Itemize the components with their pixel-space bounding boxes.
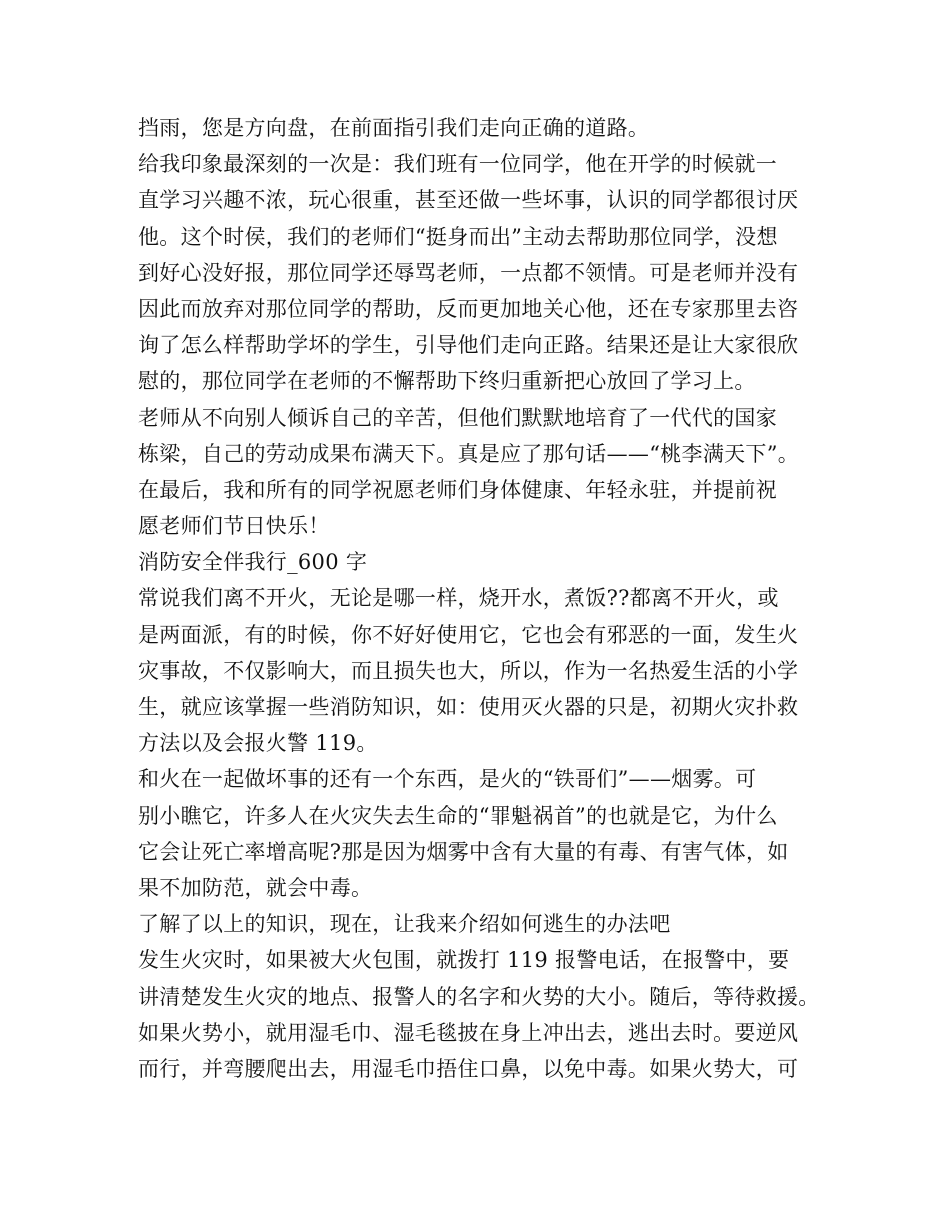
text-line: 生，就应该掌握一些消防知识，如：使用灭火器的只是，初期火灾扑救 <box>138 695 799 719</box>
document-body <box>138 110 820 1087</box>
text-line: 老师从不向别人倾诉自己的辛苦，但他们默默地培育了一代代的国家 <box>138 405 777 430</box>
section-heading: 消防安全伴我行_600 字 <box>138 550 368 575</box>
text-line: 询了怎么样帮助学坏的学生，引导他们走向正路。结果还是让大家很欣 <box>138 333 799 358</box>
text-line: 而行，并弯腰爬出去，用湿毛巾捂住口鼻，以免中毒。如果火势大，可 <box>138 1056 799 1081</box>
text-line: 愿老师们节日快乐！ <box>138 514 330 539</box>
text-line: 给我印象最深刻的一次是：我们班有一位同学，他在开学的时候就一 <box>138 152 777 177</box>
text-line: 它会让死亡率增高呢?那是因为烟雾中含有大量的有毒、有害气体，如 <box>138 839 789 864</box>
text-line: 果不加防范，就会中毒。 <box>138 875 373 900</box>
text-line: 到好心没好报，那位同学还辱骂老师，一点都不领情。可是老师并没有 <box>138 260 799 285</box>
text-line: 方法以及会报火警 119。 <box>138 731 378 756</box>
text-line: 在最后，我和所有的同学祝愿老师们身体健康、年轻永驻，并提前祝 <box>138 477 777 502</box>
text-line: 因此而放弃对那位同学的帮助，反而更加地关心他，还在专家那里去咨 <box>138 296 799 321</box>
text-line: 挡雨，您是方向盘，在前面指引我们走向正确的道路。 <box>138 116 650 140</box>
text-line: 栋梁，自己的劳动成果布满天下。真是应了那句话——“桃李满天下”。 <box>138 441 800 466</box>
text-line: 发生火灾时，如果被大火包围，就拨打 119 报警电话，在报警中，要 <box>138 948 790 973</box>
text-line: 是两面派，有的时候，你不好好使用它，它也会有邪恶的一面，发生火 <box>138 622 799 647</box>
text-line: 别小瞧它，许多人在火灾失去生命的“罪魁祸首”的也就是它，为什么 <box>138 803 778 828</box>
text-line: 和火在一起做坏事的还有一个东西，是火的“铁哥们”——烟雾。可 <box>138 767 757 792</box>
text-line: 直学习兴趣不浓，玩心很重，甚至还做一些坏事，认识的同学都很讨厌 <box>138 188 799 213</box>
text-line: 灾事故，不仅影响大，而且损失也大，所以，作为一名热爱生活的小学 <box>138 658 799 683</box>
text-line: 常说我们离不开火，无论是哪一样，烧开水，煮饭??都离不开火，或 <box>138 586 779 611</box>
text-line: 讲清楚发生火灾的地点、报警人的名字和火势的大小。随后，等待救援。 <box>138 984 820 1009</box>
text-line: 他。这个时侯，我们的老师们“挺身而出”主动去帮助那位同学，没想 <box>138 224 778 249</box>
text-line: 慰的，那位同学在老师的不懈帮助下终归重新把心放回了学习上。 <box>138 369 756 394</box>
text-line: 了解了以上的知识，现在，让我来介绍如何逃生的办法吧 <box>138 912 671 937</box>
text-line: 如果火势小，就用湿毛巾、湿毛毯披在身上冲出去，逃出去时。要逆风 <box>138 1020 799 1045</box>
